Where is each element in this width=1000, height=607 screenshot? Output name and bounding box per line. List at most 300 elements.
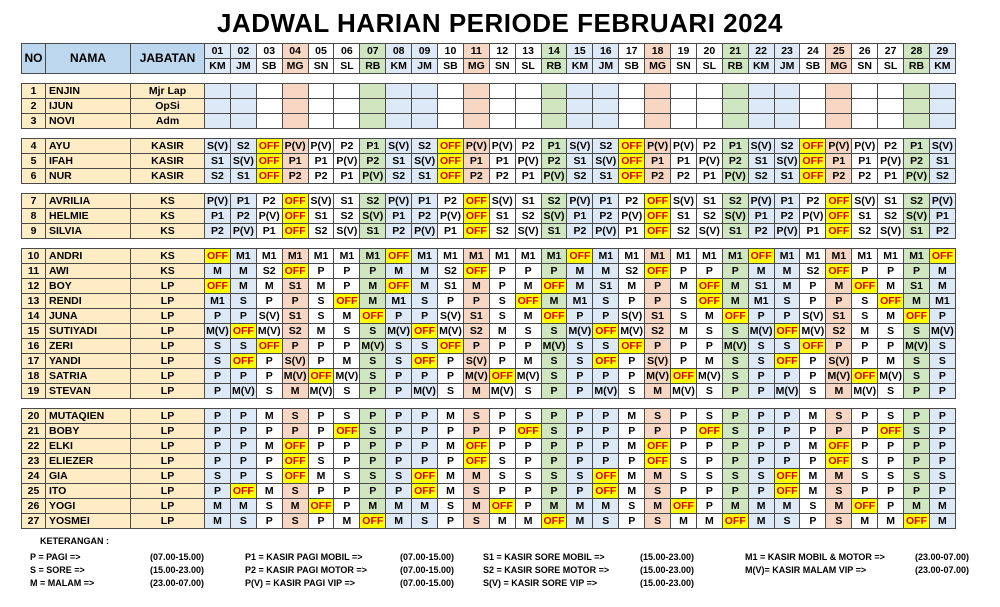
day-number: 11 bbox=[463, 44, 489, 59]
shift-cell: S bbox=[878, 324, 904, 339]
shift-cell: P(V) bbox=[696, 154, 722, 169]
shift-cell: S(V) bbox=[205, 139, 231, 154]
shift-cell: P bbox=[774, 369, 800, 384]
shift-cell bbox=[904, 114, 930, 129]
employee-name: SILVIA bbox=[46, 224, 131, 239]
shift-cell: P bbox=[774, 409, 800, 424]
shift-cell: P bbox=[645, 424, 671, 439]
group-spacer-cell bbox=[22, 129, 956, 139]
shift-cell: S2 bbox=[774, 139, 800, 154]
day-number: 27 bbox=[878, 44, 904, 59]
shift-cell: S bbox=[438, 384, 464, 399]
shift-cell: M1 bbox=[748, 294, 774, 309]
shift-cell: M(V) bbox=[335, 369, 359, 382]
shift-cell bbox=[878, 84, 904, 99]
row-number: 18 bbox=[22, 369, 46, 384]
shift-cell: S(V) bbox=[541, 209, 567, 224]
shift-cell: P(V) bbox=[929, 194, 955, 209]
shift-cell: P bbox=[878, 499, 904, 514]
row-number: 19 bbox=[22, 384, 46, 399]
shift-cell bbox=[282, 99, 308, 114]
employee-position: LP bbox=[131, 354, 205, 369]
shift-cell: M1 bbox=[904, 249, 930, 264]
shift-cell: P2 bbox=[386, 224, 412, 239]
row-number: 9 bbox=[22, 224, 46, 239]
shift-cell: P bbox=[230, 439, 256, 454]
day-number: 17 bbox=[619, 44, 645, 59]
shift-cell: M bbox=[438, 469, 464, 484]
shift-cell: P(V) bbox=[671, 139, 697, 154]
shift-cell: P1 bbox=[541, 139, 567, 154]
shift-cell: P bbox=[256, 424, 282, 439]
shift-cell: M(V) bbox=[801, 324, 825, 337]
shift-cell: P bbox=[256, 514, 282, 529]
shift-cell: P bbox=[929, 424, 955, 439]
shift-cell: S2 bbox=[256, 264, 282, 279]
shift-cell bbox=[412, 99, 438, 114]
legend-item: P(V) = KASIR PAGI VIP => bbox=[245, 578, 355, 588]
shift-cell: P bbox=[256, 369, 282, 384]
employee-name: IJUN bbox=[46, 99, 131, 114]
shift-cell: P2 bbox=[308, 169, 334, 184]
shift-cell: S1 bbox=[282, 309, 308, 324]
shift-cell: OFF bbox=[593, 354, 619, 369]
employee-name: ENJIN bbox=[46, 84, 131, 99]
table-row bbox=[22, 424, 956, 439]
shift-cell: S bbox=[282, 409, 308, 424]
shift-cell: S bbox=[722, 324, 748, 339]
employee-position: Adm bbox=[131, 114, 205, 129]
shift-cell: P bbox=[593, 439, 619, 454]
shift-cell: P bbox=[541, 454, 567, 469]
shift-cell bbox=[438, 84, 464, 99]
shift-cell: S1 bbox=[593, 279, 619, 294]
shift-cell: P bbox=[904, 409, 930, 424]
shift-cell: P bbox=[722, 484, 748, 499]
day-number: 20 bbox=[696, 44, 722, 59]
legend-item: (23.00-07.00) bbox=[150, 578, 205, 588]
shift-cell: OFF bbox=[463, 439, 489, 454]
shift-cell bbox=[826, 114, 852, 129]
shift-cell: M bbox=[878, 309, 904, 324]
shift-cell: S1 bbox=[541, 224, 567, 239]
shift-cell: M(V) bbox=[749, 324, 773, 337]
shift-cell: P1 bbox=[878, 169, 904, 184]
shift-cell bbox=[438, 114, 464, 129]
shift-cell: P bbox=[645, 279, 671, 294]
shift-cell: S1 bbox=[489, 209, 515, 224]
shift-cell: S bbox=[205, 339, 231, 354]
shift-cell: P(V) bbox=[774, 224, 800, 239]
shift-cell: M bbox=[645, 469, 671, 484]
shift-cell bbox=[360, 84, 386, 99]
shift-cell: OFF bbox=[748, 249, 774, 264]
shift-cell: M bbox=[722, 294, 748, 309]
row-number: 24 bbox=[22, 469, 46, 484]
shift-cell: S(V) bbox=[282, 354, 308, 369]
shift-cell: P1 bbox=[696, 169, 722, 184]
weekday-label: KM bbox=[567, 59, 593, 74]
employee-name: ZERI bbox=[46, 339, 131, 354]
shift-cell bbox=[230, 114, 256, 129]
shift-cell bbox=[722, 114, 748, 129]
shift-cell: P bbox=[308, 424, 334, 439]
shift-cell: OFF bbox=[826, 454, 852, 469]
shift-cell: OFF bbox=[852, 369, 878, 384]
employee-position: LP bbox=[131, 439, 205, 454]
weekday-label: RB bbox=[904, 59, 930, 74]
shift-cell: S bbox=[645, 409, 671, 424]
shift-cell bbox=[567, 114, 593, 129]
shift-cell: M bbox=[722, 499, 748, 514]
shift-cell: M bbox=[412, 499, 438, 514]
schedule-table bbox=[21, 43, 956, 529]
shift-cell: P bbox=[748, 384, 774, 399]
employee-position: KS bbox=[131, 194, 205, 209]
legend-item: P2 = KASIR PAGI MOTOR => bbox=[245, 565, 367, 575]
shift-cell: P bbox=[748, 424, 774, 439]
shift-cell: M(V) bbox=[879, 369, 902, 382]
table-row bbox=[22, 309, 956, 324]
row-number: 7 bbox=[22, 194, 46, 209]
shift-cell: S bbox=[696, 324, 722, 339]
shift-cell: P(V) bbox=[412, 224, 438, 239]
shift-cell bbox=[878, 114, 904, 129]
day-number: 08 bbox=[386, 44, 412, 59]
shift-cell: S bbox=[722, 369, 748, 384]
shift-cell: M(V) bbox=[775, 384, 799, 397]
shift-cell: S1 bbox=[438, 279, 464, 294]
shift-cell: S bbox=[515, 469, 541, 484]
shift-cell: P bbox=[800, 454, 826, 469]
shift-cell: S bbox=[645, 484, 671, 499]
row-number: 27 bbox=[22, 514, 46, 529]
shift-cell: P1 bbox=[567, 209, 593, 224]
shift-cell: S(V) bbox=[256, 309, 282, 324]
shift-cell: P bbox=[515, 439, 541, 454]
shift-cell: OFF bbox=[541, 279, 567, 294]
shift-cell: M bbox=[515, 279, 541, 294]
shift-cell: S1 bbox=[463, 309, 489, 324]
shift-cell: P1 bbox=[489, 154, 515, 169]
shift-cell: OFF bbox=[774, 469, 800, 484]
employee-name: RENDI bbox=[46, 294, 131, 309]
shift-cell: M1 bbox=[878, 249, 904, 264]
shift-cell: OFF bbox=[593, 324, 619, 339]
weekday-label: RB bbox=[541, 59, 567, 74]
shift-cell bbox=[722, 84, 748, 99]
shift-cell: P(V) bbox=[386, 194, 412, 209]
shift-cell: P bbox=[878, 484, 904, 499]
shift-cell: M1 bbox=[671, 249, 697, 264]
shift-cell: P bbox=[774, 424, 800, 439]
shift-cell: P bbox=[386, 309, 412, 324]
shift-cell: P bbox=[230, 469, 256, 484]
shift-cell: P bbox=[438, 294, 464, 309]
shift-cell: OFF bbox=[826, 194, 852, 209]
employee-position: LP bbox=[131, 424, 205, 439]
shift-cell: M bbox=[800, 439, 826, 454]
shift-cell bbox=[671, 99, 697, 114]
row-number: 16 bbox=[22, 339, 46, 354]
shift-cell: P(V) bbox=[360, 169, 386, 184]
row-number: 4 bbox=[22, 139, 46, 154]
shift-cell: P2 bbox=[619, 194, 645, 209]
employee-position: Mjr Lap bbox=[131, 84, 205, 99]
shift-cell: P bbox=[360, 484, 386, 499]
shift-cell: P bbox=[541, 264, 567, 279]
shift-cell: M bbox=[696, 354, 722, 369]
shift-cell bbox=[696, 99, 722, 114]
shift-cell: S(V) bbox=[463, 354, 489, 369]
shift-cell: P2 bbox=[774, 209, 800, 224]
shift-cell: P bbox=[386, 484, 412, 499]
shift-cell: OFF bbox=[438, 339, 464, 354]
legend-item: S = SORE => bbox=[30, 565, 85, 575]
shift-cell: P bbox=[852, 484, 878, 499]
shift-cell: M bbox=[386, 264, 412, 279]
shift-cell: P bbox=[722, 454, 748, 469]
shift-cell bbox=[515, 84, 541, 99]
shift-cell: OFF bbox=[282, 439, 308, 454]
shift-cell: M1 bbox=[205, 294, 231, 309]
shift-cell: P bbox=[878, 439, 904, 454]
shift-cell: P2 bbox=[541, 154, 567, 169]
shift-cell bbox=[386, 84, 412, 99]
shift-cell: P bbox=[308, 264, 334, 279]
table-row bbox=[22, 499, 956, 514]
shift-cell bbox=[360, 114, 386, 129]
employee-name: AVRILIA bbox=[46, 194, 131, 209]
shift-cell: S1 bbox=[904, 224, 930, 239]
shift-cell: P bbox=[205, 454, 231, 469]
shift-cell: S bbox=[463, 484, 489, 499]
shift-cell: OFF bbox=[774, 324, 800, 339]
shift-cell: S bbox=[308, 309, 334, 324]
group-spacer bbox=[22, 399, 956, 409]
weekday-label: SL bbox=[334, 59, 360, 74]
shift-cell: M bbox=[541, 499, 567, 514]
shift-cell bbox=[205, 99, 231, 114]
shift-cell: OFF bbox=[696, 294, 722, 309]
employee-name: SATRIA bbox=[46, 369, 131, 384]
shift-cell: S bbox=[360, 469, 386, 484]
shift-cell: P bbox=[800, 294, 826, 309]
shift-cell: M bbox=[412, 279, 438, 294]
shift-cell bbox=[489, 114, 515, 129]
shift-cell: S bbox=[334, 409, 360, 424]
employee-position: LP bbox=[131, 484, 205, 499]
shift-cell: OFF bbox=[463, 224, 489, 239]
shift-cell: P bbox=[722, 384, 748, 399]
shift-cell: S2 bbox=[696, 209, 722, 224]
shift-cell bbox=[463, 99, 489, 114]
shift-cell: P2 bbox=[205, 224, 231, 239]
shift-cell: S1 bbox=[722, 224, 748, 239]
shift-cell: S bbox=[334, 324, 360, 339]
shift-cell: M1 bbox=[308, 249, 334, 264]
shift-cell: M bbox=[748, 499, 774, 514]
shift-cell: S1 bbox=[645, 309, 671, 324]
row-number: 15 bbox=[22, 324, 46, 339]
shift-cell: OFF bbox=[438, 154, 464, 169]
shift-cell: P bbox=[567, 409, 593, 424]
legend-item: M = MALAM => bbox=[30, 578, 95, 588]
table-row bbox=[22, 369, 956, 384]
shift-cell: M bbox=[386, 514, 412, 529]
shift-cell: S2 bbox=[567, 169, 593, 184]
shift-cell: M(V) bbox=[827, 369, 851, 382]
shift-cell: S bbox=[774, 339, 800, 354]
employee-name: ELKI bbox=[46, 439, 131, 454]
shift-cell: S bbox=[748, 469, 774, 484]
shift-cell: P bbox=[205, 424, 231, 439]
shift-cell: P bbox=[360, 409, 386, 424]
shift-cell bbox=[748, 99, 774, 114]
shift-cell: P bbox=[386, 439, 412, 454]
shift-cell: P2 bbox=[334, 139, 360, 154]
shift-cell: OFF bbox=[438, 139, 464, 154]
employee-position: KASIR bbox=[131, 139, 205, 154]
shift-cell: P bbox=[852, 264, 878, 279]
shift-cell: P bbox=[386, 424, 412, 439]
shift-cell: OFF bbox=[489, 369, 515, 384]
shift-cell: P bbox=[256, 354, 282, 369]
shift-cell: P(V) bbox=[438, 209, 464, 224]
shift-cell: M bbox=[308, 469, 334, 484]
shift-cell: M1 bbox=[826, 249, 852, 264]
shift-cell: S1 bbox=[567, 154, 593, 169]
shift-cell: S2 bbox=[619, 264, 645, 279]
shift-cell: M bbox=[878, 279, 904, 294]
shift-cell: S bbox=[671, 454, 697, 469]
shift-cell: M(V) bbox=[931, 324, 954, 337]
shift-cell: S(V) bbox=[878, 224, 904, 239]
legend-item: P1 = KASIR PAGI MOBIL => bbox=[245, 552, 363, 562]
employee-name: ANDRI bbox=[46, 249, 131, 264]
employee-name: AYU bbox=[46, 139, 131, 154]
shift-cell: P bbox=[205, 484, 231, 499]
weekday-label: KM bbox=[748, 59, 774, 74]
shift-cell: S bbox=[386, 354, 412, 369]
shift-cell: P2 bbox=[438, 194, 464, 209]
legend-item: (15.00-23.00) bbox=[640, 565, 695, 575]
shift-cell bbox=[282, 114, 308, 129]
shift-cell: OFF bbox=[308, 499, 334, 514]
table-row bbox=[22, 384, 956, 399]
shift-cell bbox=[515, 114, 541, 129]
table-row bbox=[22, 294, 956, 309]
day-number: 01 bbox=[205, 44, 231, 59]
shift-cell: OFF bbox=[282, 194, 308, 209]
shift-cell bbox=[230, 84, 256, 99]
shift-cell: M(V) bbox=[672, 384, 695, 397]
shift-cell: M(V) bbox=[620, 324, 644, 337]
shift-cell: M bbox=[748, 514, 774, 529]
shift-cell: P bbox=[489, 439, 515, 454]
shift-cell: M bbox=[800, 484, 826, 499]
shift-cell: S bbox=[489, 454, 515, 469]
legend-item: (07.00-15.00) bbox=[400, 578, 455, 588]
shift-cell bbox=[593, 84, 619, 99]
shift-cell: OFF bbox=[412, 354, 438, 369]
shift-cell: S bbox=[360, 424, 386, 439]
employee-position: LP bbox=[131, 409, 205, 424]
table-row bbox=[22, 194, 956, 209]
shift-cell: S(V) bbox=[360, 209, 386, 224]
shift-cell: M1 bbox=[412, 249, 438, 264]
shift-cell: P(V) bbox=[593, 224, 619, 239]
shift-cell: S2 bbox=[541, 194, 567, 209]
shift-cell: S bbox=[852, 454, 878, 469]
shift-cell: S bbox=[438, 499, 464, 514]
shift-cell: S bbox=[696, 384, 722, 399]
employee-position: KS bbox=[131, 264, 205, 279]
shift-cell: P2 bbox=[360, 154, 386, 169]
shift-cell: M bbox=[489, 324, 515, 339]
shift-cell: S2 bbox=[308, 224, 334, 239]
weekday-label: MG bbox=[645, 59, 671, 74]
shift-cell: S(V) bbox=[696, 224, 722, 239]
shift-cell: S bbox=[308, 294, 334, 309]
shift-cell: P2 bbox=[593, 209, 619, 224]
weekday-label: SL bbox=[878, 59, 904, 74]
shift-cell bbox=[282, 84, 308, 99]
shift-cell: P bbox=[334, 339, 360, 354]
shift-cell: M bbox=[929, 264, 955, 279]
shift-cell: S1 bbox=[929, 154, 955, 169]
shift-cell: P bbox=[619, 424, 645, 439]
shift-cell: S bbox=[256, 499, 282, 514]
shift-cell: M bbox=[282, 384, 308, 399]
shift-cell: P bbox=[696, 484, 722, 499]
shift-cell: S bbox=[878, 384, 904, 399]
shift-cell bbox=[567, 84, 593, 99]
day-number: 15 bbox=[567, 44, 593, 59]
shift-cell: S1 bbox=[412, 169, 438, 184]
shift-cell: P bbox=[541, 484, 567, 499]
weekday-label: MG bbox=[826, 59, 852, 74]
shift-cell: P bbox=[904, 264, 930, 279]
shift-cell bbox=[205, 114, 231, 129]
employee-position: KS bbox=[131, 209, 205, 224]
shift-cell: P1 bbox=[386, 209, 412, 224]
shift-cell: S(V) bbox=[904, 209, 930, 224]
legend-item: (07.00-15.00) bbox=[400, 552, 455, 562]
shift-cell: OFF bbox=[256, 339, 282, 354]
shift-cell: S bbox=[878, 469, 904, 484]
shift-cell: P2 bbox=[722, 154, 748, 169]
shift-cell: OFF bbox=[334, 424, 360, 439]
shift-cell: P bbox=[722, 439, 748, 454]
shift-cell: S1 bbox=[774, 169, 800, 184]
shift-cell: M bbox=[308, 324, 334, 339]
employee-name: ITO bbox=[46, 484, 131, 499]
shift-cell bbox=[230, 99, 256, 114]
shift-cell: S(V) bbox=[929, 139, 955, 154]
shift-cell: P bbox=[438, 424, 464, 439]
shift-cell: OFF bbox=[696, 279, 722, 294]
shift-cell bbox=[878, 99, 904, 114]
row-number: 22 bbox=[22, 439, 46, 454]
shift-cell: P1 bbox=[774, 194, 800, 209]
day-number: 29 bbox=[929, 44, 955, 59]
header-nama: NAMA bbox=[46, 44, 131, 74]
day-number: 23 bbox=[774, 44, 800, 59]
shift-cell: S2 bbox=[748, 169, 774, 184]
shift-cell: P1 bbox=[205, 209, 231, 224]
shift-cell: P bbox=[696, 339, 722, 354]
